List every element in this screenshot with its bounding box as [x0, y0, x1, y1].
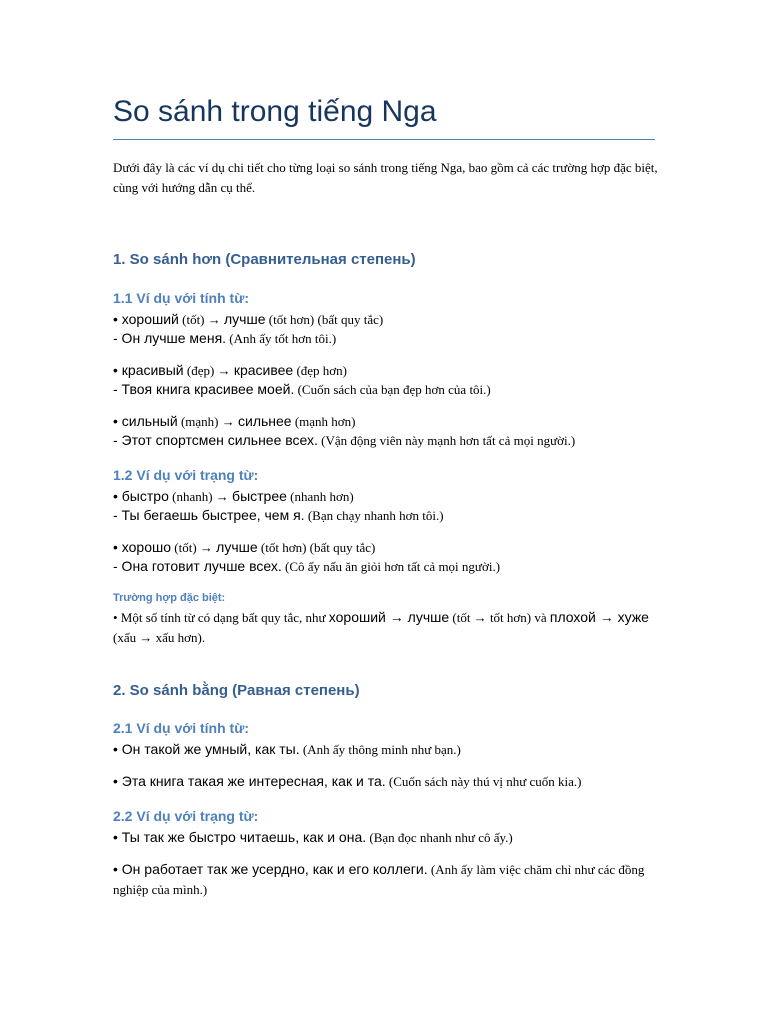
russian-sentence: • Он работает так же усердно, как и его коллеги.	[113, 861, 428, 877]
russian-sentence: • Он такой же умный, как ты.	[113, 741, 300, 757]
russian-word: сильнее	[238, 413, 292, 429]
comparative-adv-item-2-base	[113, 537, 375, 558]
equal-adv-item-1	[113, 827, 513, 848]
comparative-adj-item-1-example	[113, 328, 336, 349]
comparative-adv-item-1-base	[113, 486, 354, 507]
russian-word: • хороший	[113, 311, 179, 327]
intro-paragraph: Dưới đây là các ví dụ chi tiết cho từng loại so sánh trong tiếng Nga, bao gồm cả các trường hợp đặc biệt, cùng với hướng dẫn cụ thể.	[113, 160, 658, 195]
russian-sentence: - Он лучше меня.	[113, 330, 227, 346]
comparative-adj-item-3-example	[113, 430, 575, 451]
translation: (Cô ấy nấu ăn giỏi hơn tất cả mọi người.)	[281, 559, 501, 574]
section-2-1-heading: 2.1 Ví dụ với tính từ:	[113, 720, 249, 736]
translation: (Anh ấy thông minh như bạn.)	[299, 742, 461, 757]
russian-word: • быстро	[113, 488, 169, 504]
section-1-2-heading: 1.2 Ví dụ với trạng từ:	[113, 467, 259, 483]
equal-adj-item-1	[113, 739, 461, 760]
special-text-1: • Một số tính từ có dạng bất quy tắc, như	[113, 610, 329, 625]
translation: (Bạn đọc nhanh như cô ấy.)	[366, 830, 513, 845]
russian-word: быстрее	[232, 488, 287, 504]
russian-word: • хорошо	[113, 539, 172, 555]
translation: (Anh ấy làm việc chăm chỉ như các đồng nghiệp của mình.)	[113, 862, 645, 897]
comparative-adj-item-2-example	[113, 379, 491, 400]
russian-word: • сильный	[113, 413, 178, 429]
russian-word: красивее	[233, 362, 294, 378]
translation: (Bạn chạy nhanh hơn tôi.)	[304, 508, 444, 523]
page-title: So sánh trong tiếng Nga	[113, 95, 437, 128]
translation: (đẹp) →	[183, 363, 234, 378]
special-text-3: (xấu → xấu hơn).	[113, 630, 206, 645]
translation: (mạnh) →	[177, 414, 238, 429]
russian-sentence: - Этот спортсмен сильнее всех.	[113, 432, 318, 448]
translation: (nhanh) →	[168, 489, 233, 504]
comparative-adv-item-1-example	[113, 505, 444, 526]
translation: (tốt) →	[178, 312, 225, 327]
comparative-adj-item-3-base	[113, 411, 356, 432]
special-case-text	[113, 607, 658, 648]
russian-word: лучше	[216, 539, 258, 555]
equal-adj-item-2	[113, 771, 582, 792]
special-case-heading: Trường hợp đặc biệt:	[113, 592, 226, 604]
section-1-heading: 1. So sánh hơn (Сравнительная степень)	[113, 251, 416, 268]
translation: (Anh ấy tốt hơn tôi.)	[226, 331, 337, 346]
translation: (Cuốn sách này thú vị như cuốn kia.)	[385, 774, 582, 789]
section-2-heading: 2. So sánh bằng (Равная степень)	[113, 682, 360, 699]
section-2-2-heading: 2.2 Ví dụ với trạng từ:	[113, 808, 259, 824]
comparative-adv-item-2-example	[113, 556, 500, 577]
equal-adv-item-2	[113, 859, 658, 900]
russian-word: • красивый	[113, 362, 184, 378]
translation: (tốt hơn) (bất quy tắc)	[257, 540, 376, 555]
russian-sentence: - Она готовит лучше всех.	[113, 558, 282, 574]
title-underline	[113, 139, 655, 140]
russian-word: плохой → хуже	[549, 609, 649, 625]
translation: (nhanh hơn)	[286, 489, 354, 504]
russian-word: лучше	[224, 311, 266, 327]
section-1-1-heading: 1.1 Ví dụ với tính từ:	[113, 290, 249, 306]
russian-word: хороший → лучше	[328, 609, 450, 625]
russian-sentence: • Эта книга такая же интересная, как и та.	[113, 773, 386, 789]
translation: (mạnh hơn)	[291, 414, 356, 429]
translation: (đẹp hơn)	[293, 363, 348, 378]
comparative-adj-item-2-base	[113, 360, 347, 381]
translation: (tốt) →	[171, 540, 217, 555]
russian-sentence: • Ты так же быстро читаешь, как и она.	[113, 829, 367, 845]
special-text-2: (tốt → tốt hơn) và	[449, 610, 550, 625]
translation: (tốt hơn) (bất quy tắc)	[265, 312, 384, 327]
translation: (Vận động viên này mạnh hơn tất cả mọi người.)	[317, 433, 576, 448]
russian-sentence: - Ты бегаешь быстрее, чем я.	[113, 507, 305, 523]
russian-sentence: - Твоя книга красивее моей.	[113, 381, 295, 397]
translation: (Cuốn sách của bạn đẹp hơn của tôi.)	[294, 382, 491, 397]
comparative-adj-item-1-base	[113, 309, 383, 330]
